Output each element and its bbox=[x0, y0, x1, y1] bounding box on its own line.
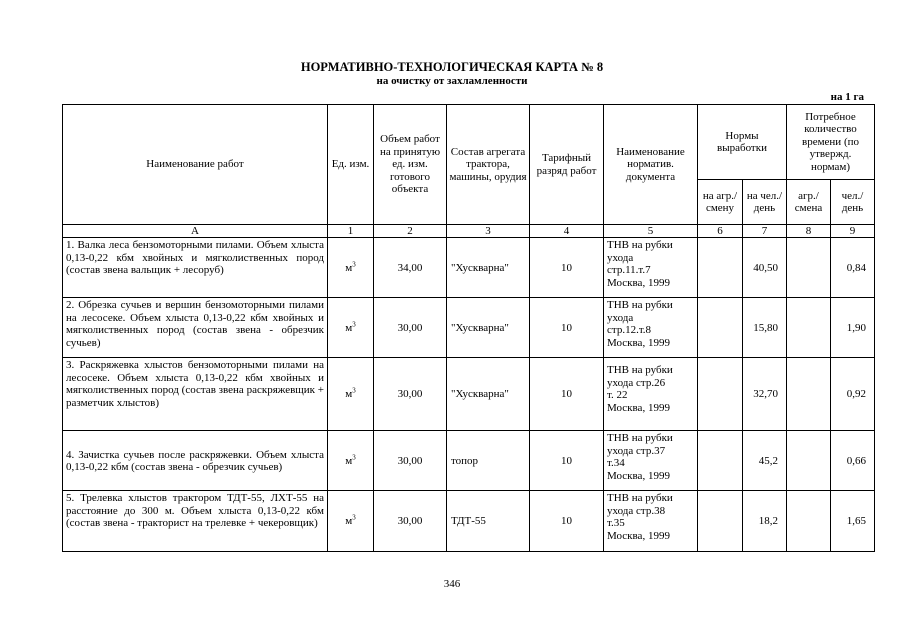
norm-man-cell: 32,70 bbox=[743, 358, 787, 431]
aggregate-cell: "Хускварна" bbox=[447, 298, 530, 358]
unit-cell bbox=[328, 431, 374, 491]
unit-sup: 3 bbox=[352, 386, 356, 395]
doc-line: ухода стр.26 bbox=[607, 376, 666, 389]
doc-line: Москва, 1999 bbox=[607, 276, 670, 289]
header-unit: Ед. изм. bbox=[328, 105, 374, 225]
table-row bbox=[63, 298, 875, 358]
unit-label: на 1 га bbox=[830, 91, 864, 103]
norms-table bbox=[62, 104, 875, 552]
header-norms: Нормы выработки bbox=[698, 105, 787, 180]
work-name: 3. Раскряжевка хлыстов бензомоторными пилами на лесосеке. Объем хлыста 0,13-0,22 кбм хвойных и мягколиственных пород (состав звена раскряжевщик + разметчик хлыстов) bbox=[63, 358, 328, 431]
volume-cell: 30,00 bbox=[374, 431, 447, 491]
header-name: Наименование работ bbox=[63, 105, 328, 225]
doc-line: ТНВ на рубки bbox=[607, 364, 673, 377]
table-row bbox=[63, 431, 875, 491]
unit-cell bbox=[328, 298, 374, 358]
doc-line: Москва, 1999 bbox=[607, 401, 670, 414]
aggregate-cell: топор bbox=[447, 431, 530, 491]
doc-line: Москва, 1999 bbox=[607, 336, 670, 349]
page-number: 346 bbox=[443, 578, 461, 590]
need-man-cell: 0,92 bbox=[831, 358, 875, 431]
work-name: 1. Валка леса бензомоторными пилами. Объем хлыста 0,13-0,22 кбм хвойных и мягколиственных пород (состав звена вальщик + лесоруб) bbox=[63, 238, 328, 298]
need-agr-cell bbox=[787, 431, 831, 491]
col-number: 5 bbox=[604, 225, 698, 238]
doc-cell bbox=[604, 238, 698, 298]
unit-sup: 3 bbox=[352, 320, 356, 329]
grade-cell: 10 bbox=[530, 238, 604, 298]
grade-cell: 10 bbox=[530, 491, 604, 552]
doc-line: ТНВ на рубки bbox=[607, 432, 673, 445]
doc-line: т.34 bbox=[607, 457, 625, 470]
col-number: 3 bbox=[447, 225, 530, 238]
aggregate-cell: ТДТ-55 bbox=[447, 491, 530, 552]
doc-line: стр.12.т.8 bbox=[607, 324, 652, 337]
unit-text: м bbox=[345, 388, 353, 401]
header-aggregate: Состав агрегата трактора, машины, орудия bbox=[447, 105, 530, 225]
doc-line: Москва, 1999 bbox=[607, 469, 670, 482]
grade-cell: 10 bbox=[530, 298, 604, 358]
unit-sup: 3 bbox=[352, 453, 356, 462]
doc-line: т.35 bbox=[607, 517, 625, 530]
norm-man-cell: 15,80 bbox=[743, 298, 787, 358]
unit-cell bbox=[328, 491, 374, 552]
norm-man-cell: 18,2 bbox=[743, 491, 787, 552]
doc-line: стр.11.т.7 bbox=[607, 264, 651, 277]
header-need: Потребное количество времени (по утвержд. нормам) bbox=[787, 105, 875, 180]
unit-text: м bbox=[345, 515, 353, 528]
work-name-text: 4. Зачистка сучьев после раскряжевки. Объем хлыста 0,13-0,22 кбм (состав звена - обрезчик сучьев) bbox=[66, 449, 324, 474]
work-name: 2. Обрезка сучьев и вершин бензомоторными пилами на лесосеке. Объем хлыста 0,13-0,22 кбм хвойных и мягколиственных пород (состав звена - обрезчик сучьев) bbox=[63, 298, 328, 358]
volume-cell: 34,00 bbox=[374, 238, 447, 298]
col-number: 9 bbox=[831, 225, 875, 238]
need-agr-cell bbox=[787, 298, 831, 358]
column-number-row bbox=[63, 225, 875, 238]
unit-text: м bbox=[345, 321, 353, 334]
volume-cell: 30,00 bbox=[374, 358, 447, 431]
header-grade: Тарифный разряд работ bbox=[530, 105, 604, 225]
document-title: НОРМАТИВНО-ТЕХНОЛОГИЧЕСКАЯ КАРТА № 8 bbox=[300, 60, 604, 74]
unit-text: м bbox=[345, 261, 353, 274]
unit-text: м bbox=[345, 454, 353, 467]
need-agr-cell bbox=[787, 238, 831, 298]
table-row bbox=[63, 491, 875, 552]
need-man-cell: 1,90 bbox=[831, 298, 875, 358]
header-need-man: чел./ день bbox=[831, 180, 875, 225]
aggregate-cell: "Хускварна" bbox=[447, 358, 530, 431]
volume-cell: 30,00 bbox=[374, 491, 447, 552]
header-row bbox=[63, 105, 875, 180]
norm-man-cell: 45,2 bbox=[743, 431, 787, 491]
header-norm-agr: на агр./ смену bbox=[698, 180, 743, 225]
doc-line: ТНВ на рубки bbox=[607, 299, 673, 312]
doc-line: ухода стр.38 bbox=[607, 504, 666, 517]
grade-cell: 10 bbox=[530, 358, 604, 431]
col-number: 4 bbox=[530, 225, 604, 238]
doc-cell bbox=[604, 298, 698, 358]
norm-agr-cell bbox=[698, 298, 743, 358]
col-number: 7 bbox=[743, 225, 787, 238]
header-doc: Наименование норматив. документа bbox=[604, 105, 698, 225]
grade-cell: 10 bbox=[530, 431, 604, 491]
doc-cell bbox=[604, 358, 698, 431]
col-number: А bbox=[63, 225, 328, 238]
norm-man-cell: 40,50 bbox=[743, 238, 787, 298]
volume-cell: 30,00 bbox=[374, 298, 447, 358]
table-row bbox=[63, 238, 875, 298]
doc-line: ТНВ на рубки bbox=[607, 492, 673, 505]
header-need-agr: агр./ смена bbox=[787, 180, 831, 225]
need-agr-cell bbox=[787, 491, 831, 552]
aggregate-cell: "Хускварна" bbox=[447, 238, 530, 298]
need-man-cell: 0,84 bbox=[831, 238, 875, 298]
col-number: 6 bbox=[698, 225, 743, 238]
table-row bbox=[63, 358, 875, 431]
document-subtitle: на очистку от захламленности bbox=[376, 75, 528, 87]
doc-cell bbox=[604, 491, 698, 552]
doc-line: Москва, 1999 bbox=[607, 529, 670, 542]
norm-agr-cell bbox=[698, 491, 743, 552]
col-number: 2 bbox=[374, 225, 447, 238]
work-name: 5. Трелевка хлыстов трактором ТДТ-55, ЛХТ-55 на расстояние до 300 м. Объем хлыста 0,13-0,22 кбм (состав звена - тракторист на трелевке + чекеровщик) bbox=[63, 491, 328, 552]
norm-agr-cell bbox=[698, 238, 743, 298]
work-name bbox=[63, 431, 328, 491]
header-volume: Объем работ на принятую ед. изм. готового объекта bbox=[374, 105, 447, 225]
doc-line: т. 22 bbox=[607, 389, 628, 402]
unit-sup: 3 bbox=[352, 260, 356, 269]
need-man-cell: 1,65 bbox=[831, 491, 875, 552]
unit-sup: 3 bbox=[352, 513, 356, 522]
unit-cell bbox=[328, 238, 374, 298]
need-agr-cell bbox=[787, 358, 831, 431]
need-man-cell: 0,66 bbox=[831, 431, 875, 491]
header-norm-man: на чел./ день bbox=[743, 180, 787, 225]
unit-cell bbox=[328, 358, 374, 431]
doc-line: ухода bbox=[607, 251, 634, 264]
norm-agr-cell bbox=[698, 358, 743, 431]
col-number: 8 bbox=[787, 225, 831, 238]
doc-line: ухода стр.37 bbox=[607, 444, 666, 457]
doc-line: ТНВ на рубки bbox=[607, 239, 673, 252]
doc-cell bbox=[604, 431, 698, 491]
norm-agr-cell bbox=[698, 431, 743, 491]
doc-line: ухода bbox=[607, 311, 634, 324]
col-number: 1 bbox=[328, 225, 374, 238]
